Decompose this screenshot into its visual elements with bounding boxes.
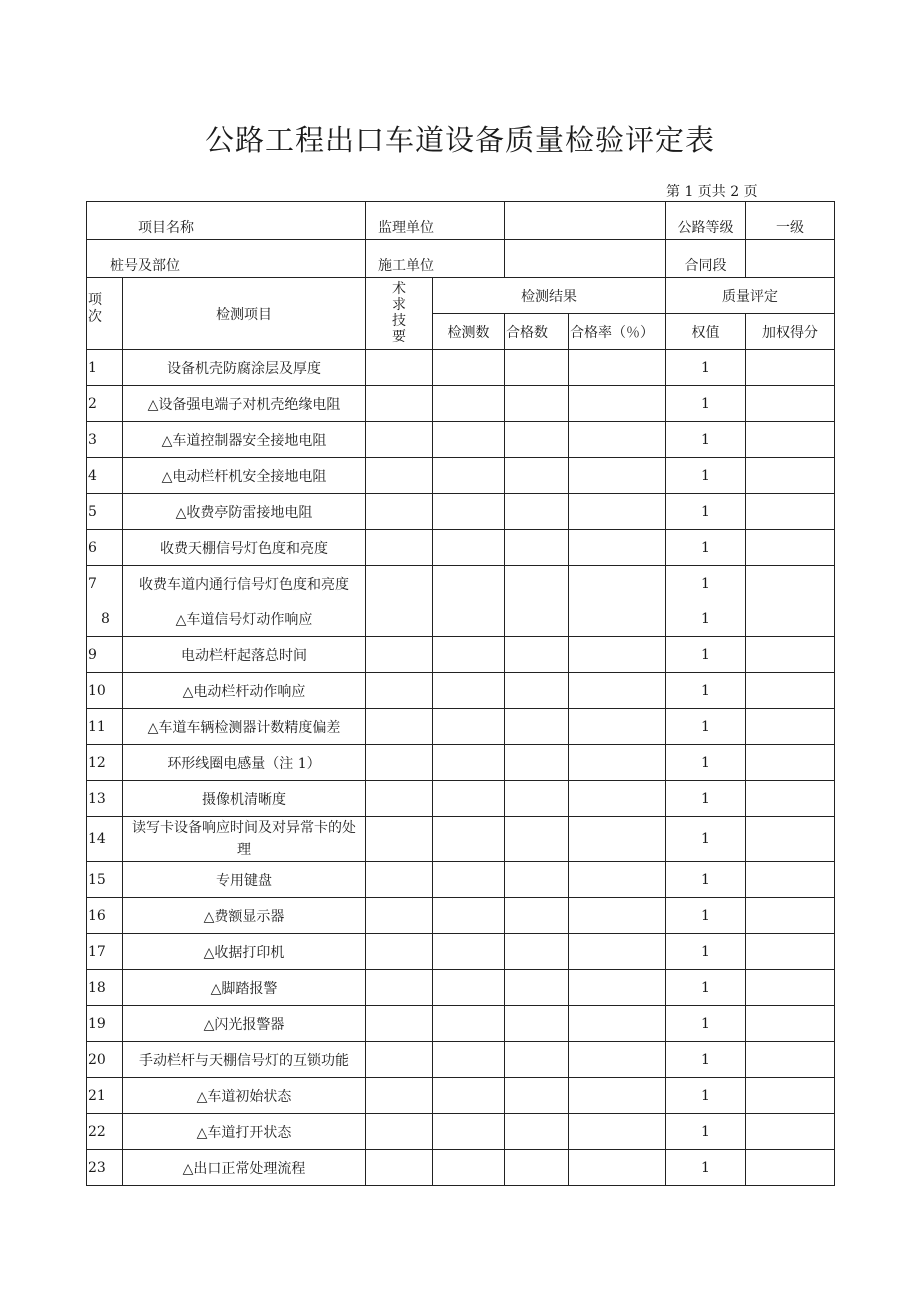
row-item-name: △车道车辆检测器计数精度偏差 [123,709,366,745]
row-pass-count[interactable] [505,422,569,458]
row-pass-rate[interactable] [569,422,666,458]
row-pass-count[interactable] [505,862,569,898]
row-count[interactable] [433,781,505,817]
page-title: 公路工程出口车道设备质量检验评定表 [204,123,715,157]
row-tech-req[interactable] [366,709,433,745]
row-weight: 1 [666,709,746,745]
row-count[interactable] [433,898,505,934]
project-name-label: 项目名称 [138,220,194,236]
construction-value[interactable] [505,240,666,278]
table-row [87,350,835,386]
table-row [87,709,835,745]
project-name-label-cell [87,202,366,240]
row-tech-req[interactable] [366,781,433,817]
row-pass-rate[interactable] [569,530,666,566]
row-count[interactable] [433,1150,505,1186]
info-row-1 [87,202,835,240]
row-pass-count[interactable] [505,386,569,422]
row-pass-rate[interactable] [569,745,666,781]
table-row [87,566,835,602]
row-weighted-score[interactable] [746,566,835,602]
row-number: 22 [87,1114,123,1150]
row-pass-count[interactable] [505,781,569,817]
row-item-name: △费额显示器 [123,898,366,934]
row-number: 20 [87,1042,123,1078]
row-number: 7 [87,566,123,602]
row-count[interactable] [433,350,505,386]
table-row [87,1078,835,1114]
row-count[interactable] [433,566,505,602]
road-grade-label-cell [666,202,746,240]
row-pass-count[interactable] [505,530,569,566]
row-number: 11 [87,709,123,745]
row-tech-req[interactable] [366,386,433,422]
row-pass-rate[interactable] [569,458,666,494]
header-weight: 权值 [666,314,746,350]
row-item-name: 设备机壳防腐涂层及厚度 [123,350,366,386]
table-row [87,781,835,817]
row-weighted-score[interactable] [746,386,835,422]
row-pass-count[interactable] [505,970,569,1006]
row-weighted-score[interactable] [746,1006,835,1042]
row-count[interactable] [433,458,505,494]
row-item-name: △收费亭防雷接地电阻 [123,494,366,530]
row-weight: 1 [666,386,746,422]
table-row [87,601,835,637]
row-pass-rate[interactable] [569,781,666,817]
row-weighted-score[interactable] [746,934,835,970]
row-number: 3 [87,422,123,458]
row-pass-count[interactable] [505,898,569,934]
row-tech-req[interactable] [366,1042,433,1078]
row-item-name: 读写卡设备响应时间及对异常卡的处理 [123,817,366,862]
inspection-table [86,201,835,1186]
row-tech-req[interactable] [366,458,433,494]
row-weight: 1 [666,673,746,709]
page-info: 第 1 页共 2 页 [666,184,758,200]
row-weighted-score[interactable] [746,709,835,745]
row-pass-rate[interactable] [569,601,666,637]
contract-label: 合同段 [684,258,727,274]
row-weight: 1 [666,350,746,386]
row-pass-rate[interactable] [569,709,666,745]
row-number: 18 [87,970,123,1006]
row-weight: 1 [666,1114,746,1150]
table-row [87,1042,835,1078]
header-pass-count: 合格数 [505,314,569,350]
row-item-name: △设备强电端子对机壳绝缘电阻 [123,386,366,422]
row-weight: 1 [666,1150,746,1186]
road-grade-label: 公路等级 [677,220,734,236]
row-pass-count[interactable] [505,566,569,602]
row-tech-req[interactable] [366,1150,433,1186]
row-number: 6 [87,530,123,566]
row-pass-rate[interactable] [569,1006,666,1042]
row-weight: 1 [666,601,746,637]
table-row [87,898,835,934]
row-item-name: 摄像机清晰度 [123,781,366,817]
row-pass-count[interactable] [505,637,569,673]
row-item-name: △电动栏杆动作响应 [123,673,366,709]
row-weight: 1 [666,862,746,898]
table-row [87,386,835,422]
row-tech-req[interactable] [366,350,433,386]
row-pass-rate[interactable] [569,817,666,862]
row-count[interactable] [433,637,505,673]
construction-label: 施工单位 [378,258,434,274]
row-pass-rate[interactable] [569,1150,666,1186]
row-weight: 1 [666,1006,746,1042]
row-number: 19 [87,1006,123,1042]
row-weight: 1 [666,1078,746,1114]
row-item-name: 环形线圈电感量（注 1） [123,745,366,781]
row-weighted-score[interactable] [746,601,835,637]
row-number: 21 [87,1078,123,1114]
row-item-name: △车道初始状态 [123,1078,366,1114]
row-item-name: △出口正常处理流程 [123,1150,366,1186]
table-row [87,1006,835,1042]
row-item-name: △脚踏报警 [123,970,366,1006]
row-weight: 1 [666,898,746,934]
row-item-name: 电动栏杆起落总时间 [123,637,366,673]
header-row-1 [87,278,835,314]
row-pass-rate[interactable] [569,566,666,602]
row-pass-rate[interactable] [569,898,666,934]
row-count[interactable] [433,1114,505,1150]
supervision-label-cell [366,202,505,240]
row-pass-count[interactable] [505,494,569,530]
row-weighted-score[interactable] [746,637,835,673]
row-pass-rate[interactable] [569,673,666,709]
table-row [87,934,835,970]
row-weight: 1 [666,566,746,602]
row-number: 12 [87,745,123,781]
row-number: 2 [87,386,123,422]
row-number: 1 [87,350,123,386]
row-count[interactable] [433,386,505,422]
row-tech-req[interactable] [366,530,433,566]
row-number: 9 [87,637,123,673]
row-item-name: 收费天棚信号灯色度和亮度 [123,530,366,566]
row-pass-rate[interactable] [569,386,666,422]
row-number: 16 [87,898,123,934]
row-item-name: △车道信号灯动作响应 [123,601,366,637]
header-result-group: 检测结果 [433,278,666,314]
row-count[interactable] [433,530,505,566]
row-tech-req[interactable] [366,862,433,898]
row-pass-count[interactable] [505,709,569,745]
row-pass-count[interactable] [505,601,569,637]
row-pass-count[interactable] [505,1078,569,1114]
row-pass-count[interactable] [505,1042,569,1078]
row-pass-count[interactable] [505,350,569,386]
row-count[interactable] [433,817,505,862]
row-number: 14 [87,817,123,862]
row-pass-count[interactable] [505,1006,569,1042]
row-pass-rate[interactable] [569,1114,666,1150]
row-count[interactable] [433,1006,505,1042]
row-tech-req[interactable] [366,422,433,458]
contract-label-cell [666,240,746,278]
table-row [87,458,835,494]
row-item-name: △电动栏杆机安全接地电阻 [123,458,366,494]
road-grade-value-cell [746,202,835,240]
header-item-no: 项 次 [87,278,123,350]
header-tech-req: 术 求 技 要 [366,278,433,350]
header-weighted-score: 加权得分 [746,314,835,350]
row-tech-req[interactable] [366,745,433,781]
row-pass-rate[interactable] [569,637,666,673]
row-number: 23 [87,1150,123,1186]
row-weighted-score[interactable] [746,862,835,898]
table-row [87,422,835,458]
construction-label-cell [366,240,505,278]
row-tech-req[interactable] [366,601,433,637]
row-weighted-score[interactable] [746,458,835,494]
row-item-name: △车道控制器安全接地电阻 [123,422,366,458]
row-pass-rate[interactable] [569,862,666,898]
row-weight: 1 [666,781,746,817]
row-pass-count[interactable] [505,745,569,781]
row-tech-req[interactable] [366,934,433,970]
row-count[interactable] [433,862,505,898]
row-number: 17 [87,934,123,970]
row-pass-rate[interactable] [569,1078,666,1114]
row-weighted-score[interactable] [746,673,835,709]
row-tech-req[interactable] [366,898,433,934]
station-label: 桩号及部位 [110,258,180,274]
row-pass-count[interactable] [505,1114,569,1150]
table-row [87,1114,835,1150]
row-tech-req[interactable] [366,817,433,862]
row-count[interactable] [433,970,505,1006]
row-count[interactable] [433,709,505,745]
row-item-name: △闪光报警器 [123,1006,366,1042]
row-count[interactable] [433,494,505,530]
row-tech-req[interactable] [366,1006,433,1042]
row-tech-req[interactable] [366,566,433,602]
row-count[interactable] [433,673,505,709]
table-row [87,862,835,898]
row-weighted-score[interactable] [746,422,835,458]
row-item-name: 收费车道内通行信号灯色度和亮度 [123,566,366,602]
header-count: 检测数 [433,314,505,350]
table-row [87,970,835,1006]
table-row [87,530,835,566]
row-tech-req[interactable] [366,1114,433,1150]
row-weighted-score[interactable] [746,1042,835,1078]
row-pass-rate[interactable] [569,934,666,970]
row-weighted-score[interactable] [746,1114,835,1150]
row-weight: 1 [666,1042,746,1078]
supervision-value[interactable] [505,202,666,240]
row-weight: 1 [666,934,746,970]
row-tech-req[interactable] [366,494,433,530]
row-pass-rate[interactable] [569,350,666,386]
row-pass-rate[interactable] [569,970,666,1006]
row-weighted-score[interactable] [746,350,835,386]
table-row [87,1150,835,1186]
row-number: 10 [87,673,123,709]
row-pass-count[interactable] [505,934,569,970]
row-weighted-score[interactable] [746,817,835,862]
table-row [87,637,835,673]
row-number: 15 [87,862,123,898]
table-row [87,494,835,530]
row-number: 13 [87,781,123,817]
row-tech-req[interactable] [366,673,433,709]
road-grade-value: 一级 [776,220,804,236]
row-weight: 1 [666,745,746,781]
row-count[interactable] [433,422,505,458]
row-count[interactable] [433,1042,505,1078]
row-weighted-score[interactable] [746,1150,835,1186]
row-count[interactable] [433,745,505,781]
row-tech-req[interactable] [366,637,433,673]
row-item-name: 专用键盘 [123,862,366,898]
station-label-cell [87,240,366,278]
table-row [87,673,835,709]
row-tech-req[interactable] [366,1078,433,1114]
row-number: 4 [87,458,123,494]
row-item-name: △收据打印机 [123,934,366,970]
table-row [87,745,835,781]
table-row [87,817,835,862]
row-number: 5 [87,494,123,530]
contract-value[interactable] [746,240,835,278]
row-pass-count[interactable] [505,1150,569,1186]
row-pass-rate[interactable] [569,494,666,530]
row-pass-rate[interactable] [569,1042,666,1078]
row-weighted-score[interactable] [746,745,835,781]
row-tech-req[interactable] [366,970,433,1006]
header-quality-group: 质量评定 [666,278,835,314]
row-weighted-score[interactable] [746,970,835,1006]
row-count[interactable] [433,601,505,637]
row-count[interactable] [433,934,505,970]
row-weight: 1 [666,422,746,458]
row-weight: 1 [666,970,746,1006]
row-weighted-score[interactable] [746,781,835,817]
row-count[interactable] [433,1078,505,1114]
row-weighted-score[interactable] [746,898,835,934]
row-weighted-score[interactable] [746,530,835,566]
row-item-name: 手动栏杆与天棚信号灯的互锁功能 [123,1042,366,1078]
row-weight: 1 [666,458,746,494]
row-weight: 1 [666,637,746,673]
header-pass-rate: 合格率（％） [569,314,666,350]
row-pass-count[interactable] [505,673,569,709]
row-weight: 1 [666,494,746,530]
supervision-label: 监理单位 [378,220,434,236]
row-weight: 1 [666,530,746,566]
row-pass-count[interactable] [505,817,569,862]
row-weighted-score[interactable] [746,494,835,530]
row-pass-count[interactable] [505,458,569,494]
row-item-name: △车道打开状态 [123,1114,366,1150]
header-item-name: 检测项目 [123,278,366,350]
row-weight: 1 [666,817,746,862]
info-row-2 [87,240,835,278]
row-weighted-score[interactable] [746,1078,835,1114]
row-number: 8 [87,601,123,637]
